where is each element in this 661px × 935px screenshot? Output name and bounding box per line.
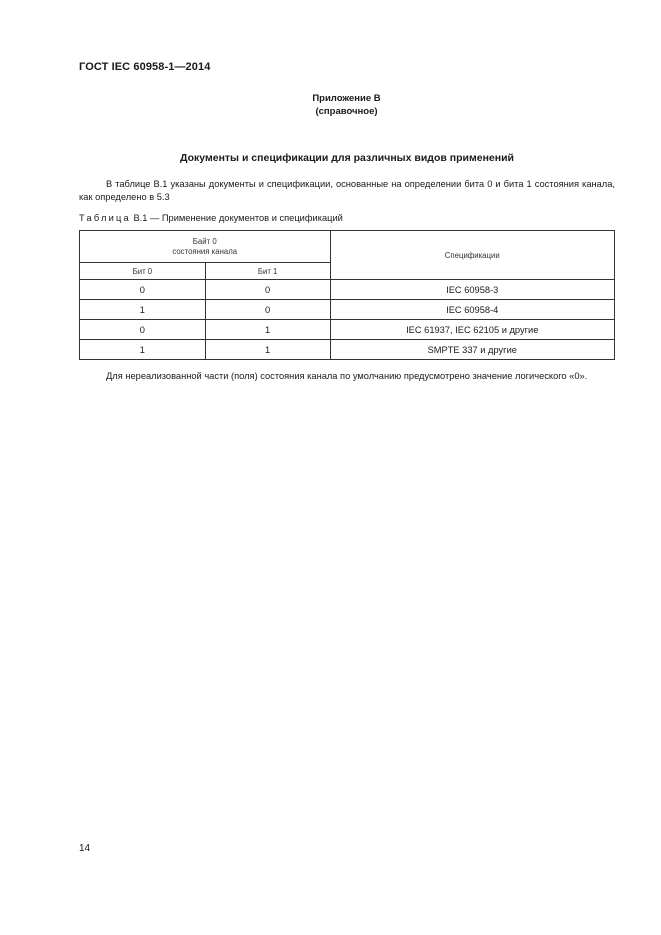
- cell-bit1: 1: [205, 320, 330, 340]
- header-spec: Спецификации: [330, 231, 615, 280]
- page-number: 14: [79, 843, 91, 854]
- cell-bit1: 0: [205, 300, 330, 320]
- appendix-heading: [0, 92, 661, 118]
- cell-bit0: 0: [80, 320, 206, 340]
- cell-bit0: 1: [80, 300, 206, 320]
- section-title: Документы и спецификации для различных видов применений: [179, 152, 515, 164]
- table-caption: [79, 213, 343, 223]
- cell-spec: IEC 60958-3: [330, 280, 615, 300]
- header-byte0-line1: Байт 0: [192, 236, 217, 246]
- cell-bit0: 0: [80, 280, 206, 300]
- cell-spec: IEC 61937, IEC 62105 и другие: [330, 320, 615, 340]
- intro-paragraph: В таблице В.1 указаны документы и спецификации, основанные на определении бита 0 и бита 1 состояния канала, как определено в 5.3: [79, 179, 615, 202]
- table-caption-text: В.1 — Применение документов и спецификаций: [130, 213, 343, 223]
- table-row: [80, 340, 615, 360]
- appendix-title: Приложение В: [312, 93, 381, 104]
- table-row: [80, 280, 615, 300]
- cell-bit0: 1: [80, 340, 206, 360]
- spec-table: [79, 230, 615, 360]
- cell-spec: SMPTE 337 и другие: [330, 340, 615, 360]
- header-bit1: Бит 1: [205, 263, 330, 280]
- table-row: [80, 300, 615, 320]
- document-header: ГОСТ IEC 60958-1—2014: [79, 61, 211, 73]
- appendix-subtitle: (справочное): [315, 106, 378, 117]
- cell-spec: IEC 60958-4: [330, 300, 615, 320]
- header-bit0: Бит 0: [80, 263, 206, 280]
- header-byte0: [80, 231, 331, 263]
- header-byte0-line2: состояния канала: [172, 246, 238, 256]
- table-row: [80, 320, 615, 340]
- note-paragraph: Для нереализованной части (поля) состояния канала по умолчанию предусмотрено значение логического «0».: [106, 371, 588, 381]
- table-caption-label: Таблица: [79, 213, 131, 223]
- cell-bit1: 1: [205, 340, 330, 360]
- cell-bit1: 0: [205, 280, 330, 300]
